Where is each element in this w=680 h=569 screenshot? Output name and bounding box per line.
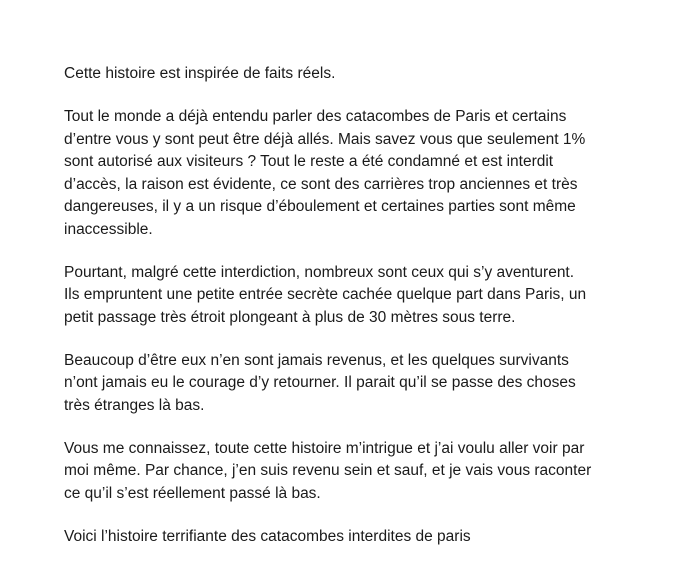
paragraph-line: n’ont jamais eu le courage d’y retourner. Il parait qu’il se passe des choses: [64, 374, 576, 391]
paragraph-line: moi même. Par chance, j’en suis revenu sein et sauf, et je vais vous raconter: [64, 462, 592, 479]
paragraph-6: [64, 526, 624, 549]
paragraph-line: Tout le monde a déjà entendu parler des catacombes de Paris et certains: [64, 108, 567, 125]
paragraph-line: d’accès, la raison est évidente, ce sont des carrières trop anciennes et très: [64, 175, 578, 193]
paragraph-line: Ils empruntent une petite entrée secrète cachée quelque part dans Paris, un: [64, 286, 587, 303]
document-body: [64, 63, 624, 569]
paragraph-line: Voici l’histoire terrifiante des catacombes interdites de paris: [64, 527, 471, 545]
paragraph-line: Pourtant, malgré cette interdiction, nombreux sont ceux qui s’y aventurent.: [64, 263, 575, 281]
paragraph-line: sont autorisé aux visiteurs ? Tout le reste a été condamné et est interdit: [64, 153, 554, 170]
paragraph-line: ce qu’il s’est réellement passé là bas.: [64, 484, 321, 502]
paragraph-line: très étranges là bas.: [64, 396, 205, 414]
paragraph-line: Beaucoup d’être eux n’en sont jamais revenus, et les quelques survivants: [64, 351, 569, 369]
paragraph-3: [64, 262, 624, 330]
paragraph-line: inaccessible.: [64, 220, 153, 238]
paragraph-5: [64, 438, 624, 506]
paragraph-1: [64, 63, 624, 86]
paragraph-line: Cette histoire est inspirée de faits réels.: [64, 65, 336, 82]
paragraph-line: d’entre vous y sont peut être déjà allés. Mais savez vous que seulement 1%: [64, 130, 586, 148]
paragraph-2: [64, 106, 624, 241]
paragraph-line: Vous me connaissez, toute cette histoire m’intrigue et j’ai voulu aller voir par: [64, 439, 585, 457]
paragraph-4: [64, 350, 624, 418]
paragraph-line: petit passage très étroit plongeant à plus de 30 mètres sous terre.: [64, 308, 516, 326]
paragraph-line: dangereuses, il y a un risque d’éboulement et certaines parties sont même: [64, 198, 576, 215]
